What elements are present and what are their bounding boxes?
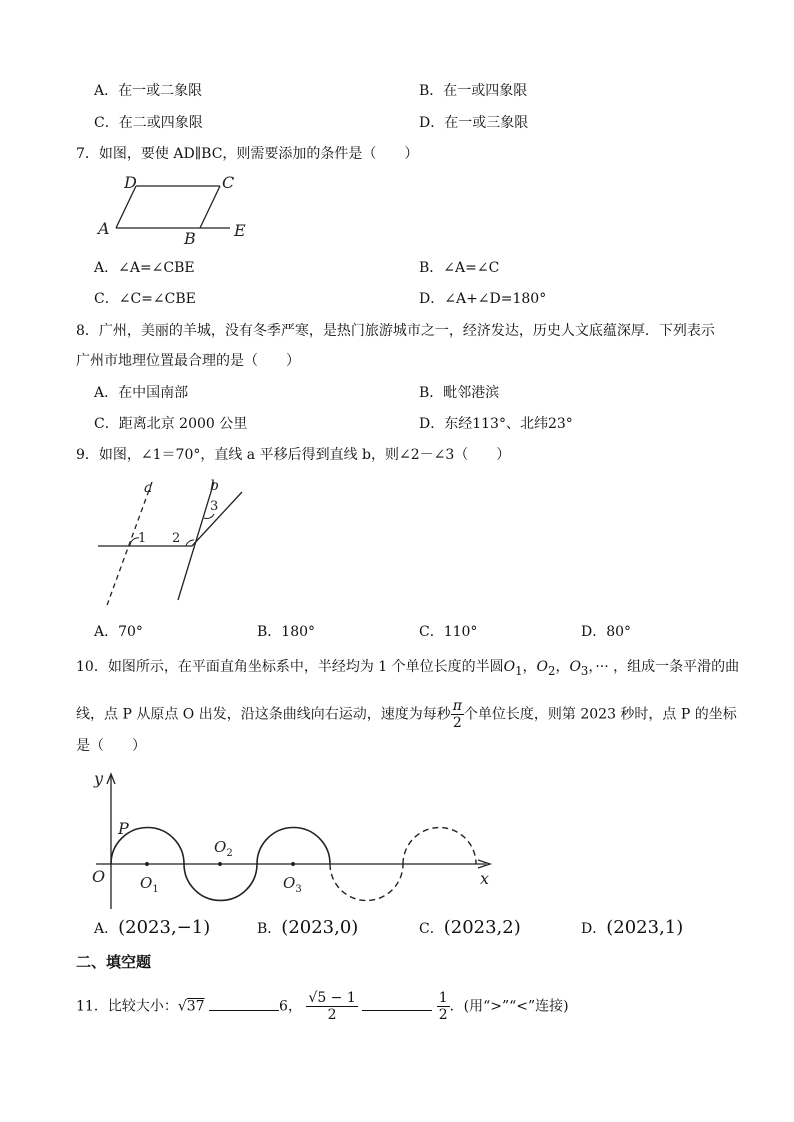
q10-option-a: A．(2023,−1) [94,917,211,938]
label-x: x [480,869,490,888]
q10-o3-sub: 3 [580,663,589,678]
label-1: 1 [138,531,147,546]
q10-o3: O [569,659,581,675]
q11-mid: 6， [279,998,302,1015]
q10-stem-line2-part1: 线，点 P 从原点 O 出发，沿这条曲线向右运动，速度为每秒 [76,706,451,723]
q8-stem-line2: 广州市地理位置最合理的是（ ） [76,353,300,369]
q10-o1-sub: 1 [515,663,523,678]
q10-stem-line2-part2: 个单位长度，则第 2023 秒时，点 P 的坐标 [463,706,737,723]
label-2: 2 [172,531,181,546]
q10-speed-fraction: $\frac{\pi}{2}$ [452,698,462,731]
q6-option-a: A．在一或二象限 [94,83,203,99]
label-p: P [118,819,129,838]
q8-option-b: B．毗邻港滨 [419,385,500,401]
q11-fraction-1: $\frac{√5 - 1}{2}$ [308,990,356,1023]
q6-option-b: B．在一或四象限 [419,83,528,99]
q11-stem [76,990,569,1023]
q9-option-a: A．70° [94,624,143,640]
label-o1: $O_1$ [140,874,159,895]
q9-option-c: C．110° [419,624,478,640]
q8-option-d: D．东经113°、北纬23° [419,416,573,432]
q8-option-c: C．距离北京 2000 公里 [94,416,248,432]
q10-o1: O [503,659,516,675]
q7-option-a: A．∠A=∠CBE [94,260,195,276]
q10-stem-line3: 是（ ） [76,738,146,754]
label-3: 3 [210,499,219,514]
q7-parallelogram-figure [96,170,256,246]
q7-option-b: B．∠A=∠C [419,260,500,276]
q10-stem-line2 [76,698,737,731]
q6-option-c: C．在二或四象限 [94,115,203,131]
label-b: B [184,229,196,246]
label-e: E [234,221,246,240]
q10-o2-sub: 2 [548,663,556,678]
q7-stem: 7．如图，要使 AD∥BC，则需要添加的条件是（ ） [76,146,419,162]
label-a: a [144,480,153,496]
q10-option-b: B．(2023,0) [257,917,359,938]
label-y: y [94,769,104,788]
label-o3: $O_3$ [283,874,302,895]
q10-option-d: D．(2023,1) [581,917,684,938]
q10-stem-line1-part1: 10．如图所示，在平面直角坐标系中，半经均为 1 个单位长度的半圆 [76,659,504,675]
q10-o2: O [536,659,549,675]
label-c: C [222,173,235,192]
q9-stem: 9．如图，∠1＝70°，直线 a 平移后得到直线 b，则∠2－∠3（ ） [76,447,511,463]
q10-stem-line1-part2: ，组成一条平滑的曲 [613,659,740,675]
q9-option-b: B．180° [257,624,316,640]
label-o2: $O_2$ [214,838,233,859]
section-title-fill-in: 二、填空题 [76,953,152,971]
q11-suffix: ．(用“>”“<”连接) [449,998,569,1015]
label-b: b [210,478,219,494]
q9-parallel-lines-figure [96,476,256,612]
q10-option-c: C．(2023,2) [419,917,521,938]
q9-option-d: D．80° [581,624,632,640]
q7-option-c: C．∠C=∠CBE [94,291,196,307]
q10-coordinate-curve-figure [86,764,506,914]
label-a: A [98,219,110,238]
q6-option-d: D．在一或三象限 [419,115,529,131]
label-d: D [124,173,137,192]
q7-option-d: D．∠A+∠D=180° [419,291,547,307]
q10-stem-line1: 10．如图所示，在平面直角坐标系中，半经均为 1 个单位长度的半圆$O_1$，$O_2$，$O_3$，··· ，组成一条平滑的曲 [76,659,740,678]
q11-fraction-2: $\frac{1}{2}$ [438,990,448,1023]
q11-blank-1[interactable] [209,1010,279,1011]
q11-prefix: 11．比较大小： [76,998,178,1015]
q11-sqrt: √37 [177,998,205,1015]
label-o: O [92,867,106,886]
q8-option-a: A．在中国南部 [94,385,189,401]
q11-blank-2[interactable] [362,1010,432,1011]
q8-stem-line1: 8．广州，美丽的羊城，没有冬季严寒，是热门旅游城市之一，经济发达，历史人文底蕴深厚．下列表示 [76,323,715,339]
